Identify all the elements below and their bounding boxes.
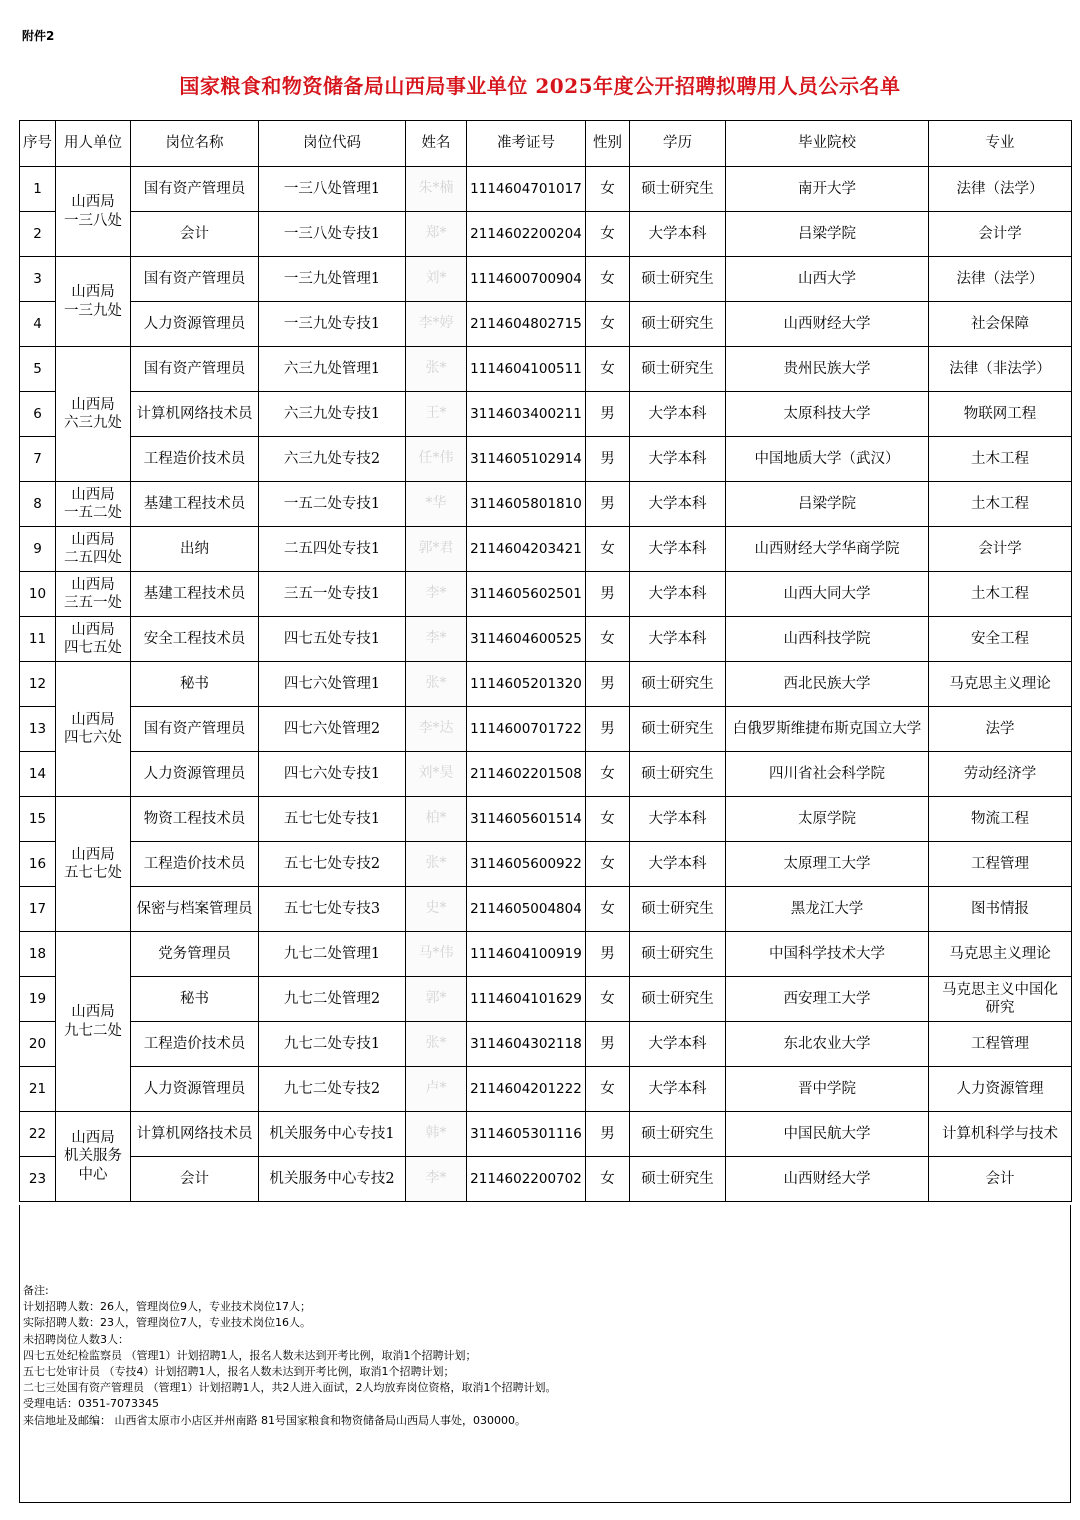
- gender: 女: [586, 527, 630, 572]
- post-name: 计算机网络技术员: [131, 392, 259, 437]
- table-row: [20, 212, 1072, 257]
- attachment-label: 附件2: [22, 29, 55, 43]
- major: 人力资源管理: [929, 1067, 1072, 1112]
- row-number: 4: [20, 302, 56, 347]
- exam-id: 3114605102914: [467, 437, 586, 482]
- gender: 男: [586, 437, 630, 482]
- exam-id: 3114604302118: [467, 1022, 586, 1067]
- note-line: 未招聘岗位人数3人：: [23, 1332, 129, 1346]
- exam-id: 3114605801810: [467, 482, 586, 527]
- major: 图书情报: [929, 887, 1072, 932]
- post-name: 秘书: [131, 662, 259, 707]
- major: 计算机科学与技术: [929, 1112, 1072, 1157]
- major: 社会保障: [929, 302, 1072, 347]
- table-row: [20, 617, 1072, 662]
- person-name: 李*达: [406, 707, 467, 752]
- gender: 女: [586, 1157, 630, 1202]
- major: 工程管理: [929, 1022, 1072, 1067]
- person-name: 李*婷: [406, 302, 467, 347]
- notes: [23, 1283, 557, 1429]
- row-number: 16: [20, 842, 56, 887]
- exam-id: 3114605602501: [467, 572, 586, 617]
- table-row: [20, 797, 1072, 842]
- post-name: 工程造价技术员: [131, 437, 259, 482]
- post-name: 国有资产管理员: [131, 347, 259, 392]
- education: 大学本科: [630, 392, 726, 437]
- person-name: 张*: [406, 662, 467, 707]
- header-no: 序号: [20, 121, 56, 167]
- row-number: 19: [20, 977, 56, 1022]
- header-gender: 性别: [586, 121, 630, 167]
- row-number: 13: [20, 707, 56, 752]
- gender: 男: [586, 932, 630, 977]
- exam-id: 1114604701017: [467, 167, 586, 212]
- person-name: 张*: [406, 1022, 467, 1067]
- gender: 女: [586, 617, 630, 662]
- table-row: [20, 1022, 1072, 1067]
- post-name: 人力资源管理员: [131, 1067, 259, 1112]
- major: 土木工程: [929, 572, 1072, 617]
- row-number: 22: [20, 1112, 56, 1157]
- row-number: 14: [20, 752, 56, 797]
- gender: 女: [586, 167, 630, 212]
- gender: 男: [586, 392, 630, 437]
- note-line: 四七五处纪检监察员 （管理1）计划招聘1人，报名人数未达到开考比例，取消1个招聘计划；: [23, 1348, 477, 1362]
- header-school: 毕业院校: [726, 121, 929, 167]
- post-code: 四七五处专技1: [259, 617, 406, 662]
- major: 马克思主义中国化 研究: [929, 977, 1072, 1022]
- exam-id: 1114604100919: [467, 932, 586, 977]
- exam-id: 2114602200204: [467, 212, 586, 257]
- school: 黑龙江大学: [726, 887, 929, 932]
- header-major: 专业: [929, 121, 1072, 167]
- exam-id: 1114604101629: [467, 977, 586, 1022]
- employer-unit: 山西局 机关服务 中心: [56, 1112, 131, 1202]
- education: 硕士研究生: [630, 167, 726, 212]
- table-row: [20, 1157, 1072, 1202]
- row-number: 23: [20, 1157, 56, 1202]
- school: 晋中学院: [726, 1067, 929, 1112]
- person-name: 刘*昊: [406, 752, 467, 797]
- header-code: 岗位代码: [259, 121, 406, 167]
- post-name: 国有资产管理员: [131, 707, 259, 752]
- post-name: 物资工程技术员: [131, 797, 259, 842]
- person-name: 李*: [406, 617, 467, 662]
- post-name: 党务管理员: [131, 932, 259, 977]
- education: 硕士研究生: [630, 887, 726, 932]
- gender: 男: [586, 1022, 630, 1067]
- employer-unit: 山西局 四七六处: [56, 662, 131, 797]
- major: 物联网工程: [929, 392, 1072, 437]
- school: 山西科技学院: [726, 617, 929, 662]
- post-name: 会计: [131, 212, 259, 257]
- exam-id: 3114604600525: [467, 617, 586, 662]
- major: 法学: [929, 707, 1072, 752]
- school: 西安理工大学: [726, 977, 929, 1022]
- post-name: 基建工程技术员: [131, 572, 259, 617]
- gender: 女: [586, 842, 630, 887]
- row-number: 21: [20, 1067, 56, 1112]
- row-number: 8: [20, 482, 56, 527]
- school: 太原理工大学: [726, 842, 929, 887]
- employer-unit: 山西局 三五一处: [56, 572, 131, 617]
- person-name: 马*伟: [406, 932, 467, 977]
- note-line: 备注:: [23, 1284, 49, 1297]
- table-row: [20, 752, 1072, 797]
- note-line: 五七七处审计员 （专技4）计划招聘1人，报名人数未达到开考比例，取消1个招聘计划；: [23, 1365, 455, 1379]
- post-code: 六三九处管理1: [259, 347, 406, 392]
- exam-id: 1114604100511: [467, 347, 586, 392]
- exam-id: 2114602200702: [467, 1157, 586, 1202]
- employer-unit: 山西局 五七七处: [56, 797, 131, 932]
- post-name: 计算机网络技术员: [131, 1112, 259, 1157]
- table-row: [20, 167, 1072, 212]
- row-number: 7: [20, 437, 56, 482]
- major: 会计: [929, 1157, 1072, 1202]
- gender: 男: [586, 707, 630, 752]
- post-code: 五七七处专技2: [259, 842, 406, 887]
- table-row: [20, 257, 1072, 302]
- table-row: [20, 347, 1072, 392]
- person-name: 卢*: [406, 1067, 467, 1112]
- school: 中国民航大学: [726, 1112, 929, 1157]
- table-row: [20, 977, 1072, 1022]
- row-number: 1: [20, 167, 56, 212]
- row-number: 11: [20, 617, 56, 662]
- page-title: 国家粮食和物资储备局山西局事业单位 2025年度公开招聘拟聘用人员公示名单: [179, 74, 901, 98]
- post-name: 秘书: [131, 977, 259, 1022]
- major: 马克思主义理论: [929, 662, 1072, 707]
- employer-unit: 山西局 四七五处: [56, 617, 131, 662]
- person-name: 张*: [406, 842, 467, 887]
- major: 劳动经济学: [929, 752, 1072, 797]
- row-number: 3: [20, 257, 56, 302]
- header-post: 岗位名称: [131, 121, 259, 167]
- school: 太原科技大学: [726, 392, 929, 437]
- post-code: 九七二处专技2: [259, 1067, 406, 1112]
- person-name: 李*: [406, 1157, 467, 1202]
- education: 大学本科: [630, 797, 726, 842]
- school: 中国地质大学（武汉）: [726, 437, 929, 482]
- exam-id: 1114605201320: [467, 662, 586, 707]
- education: 大学本科: [630, 1067, 726, 1112]
- header-unit: 用人单位: [56, 121, 131, 167]
- employer-unit: 山西局 一三八处: [56, 167, 131, 257]
- post-code: 四七六处专技1: [259, 752, 406, 797]
- row-number: 6: [20, 392, 56, 437]
- education: 大学本科: [630, 1022, 726, 1067]
- person-name: *华: [406, 482, 467, 527]
- school: 山西大同大学: [726, 572, 929, 617]
- table-row: [20, 392, 1072, 437]
- header-education: 学历: [630, 121, 726, 167]
- gender: 男: [586, 482, 630, 527]
- row-number: 17: [20, 887, 56, 932]
- employer-unit: 山西局 一五二处: [56, 482, 131, 527]
- gender: 女: [586, 887, 630, 932]
- note-line: 受理电话：0351-7073345: [23, 1397, 159, 1411]
- table-row: [20, 437, 1072, 482]
- post-name: 基建工程技术员: [131, 482, 259, 527]
- person-name: 柏*: [406, 797, 467, 842]
- row-number: 5: [20, 347, 56, 392]
- major: 会计学: [929, 527, 1072, 572]
- education: 大学本科: [630, 482, 726, 527]
- gender: 女: [586, 752, 630, 797]
- person-name: 郭*: [406, 977, 467, 1022]
- exam-id: 2114605004804: [467, 887, 586, 932]
- post-name: 人力资源管理员: [131, 752, 259, 797]
- employer-unit: 山西局 九七二处: [56, 932, 131, 1112]
- employer-unit: 山西局 六三九处: [56, 347, 131, 482]
- note-line: 实际招聘人数：23人，管理岗位7人，专业技术岗位16人。: [23, 1316, 311, 1330]
- school: 太原学院: [726, 797, 929, 842]
- education: 大学本科: [630, 437, 726, 482]
- post-code: 五七七处专技3: [259, 887, 406, 932]
- row-number: 20: [20, 1022, 56, 1067]
- row-number: 15: [20, 797, 56, 842]
- row-number: 2: [20, 212, 56, 257]
- school: 吕梁学院: [726, 212, 929, 257]
- education: 硕士研究生: [630, 752, 726, 797]
- gender: 女: [586, 1067, 630, 1112]
- post-code: 一三八处专技1: [259, 212, 406, 257]
- post-code: 一三九处专技1: [259, 302, 406, 347]
- school: 南开大学: [726, 167, 929, 212]
- gender: 男: [586, 572, 630, 617]
- post-name: 人力资源管理员: [131, 302, 259, 347]
- table-row: [20, 887, 1072, 932]
- post-code: 四七六处管理2: [259, 707, 406, 752]
- table-header-row: [20, 121, 1072, 167]
- education: 硕士研究生: [630, 707, 726, 752]
- person-name: 任*伟: [406, 437, 467, 482]
- row-number: 10: [20, 572, 56, 617]
- header-exam-id: 准考证号: [467, 121, 586, 167]
- table-row: [20, 1112, 1072, 1157]
- school: 四川省社会科学院: [726, 752, 929, 797]
- school: 山西财经大学华商学院: [726, 527, 929, 572]
- post-name: 保密与档案管理员: [131, 887, 259, 932]
- note-line: 来信地址及邮编： 山西省太原市小店区并州南路 81号国家粮食和物资储备局山西局人事处，030000。: [23, 1413, 526, 1427]
- person-name: 史*: [406, 887, 467, 932]
- major: 法律（法学）: [929, 257, 1072, 302]
- post-code: 六三九处专技1: [259, 392, 406, 437]
- table-row: [20, 482, 1072, 527]
- post-code: 一三八处管理1: [259, 167, 406, 212]
- header-name: 姓名: [406, 121, 467, 167]
- gender: 男: [586, 662, 630, 707]
- table-row: [20, 707, 1072, 752]
- school: 贵州民族大学: [726, 347, 929, 392]
- post-name: 会计: [131, 1157, 259, 1202]
- school: 吕梁学院: [726, 482, 929, 527]
- major: 法律（非法学）: [929, 347, 1072, 392]
- row-number: 12: [20, 662, 56, 707]
- post-code: 三五一处专技1: [259, 572, 406, 617]
- exam-id: 3114605601514: [467, 797, 586, 842]
- note-line: 计划招聘人数：26人，管理岗位9人，专业技术岗位17人；: [23, 1300, 311, 1314]
- notes-box: [19, 1205, 1071, 1503]
- exam-id: 3114603400211: [467, 392, 586, 437]
- person-name: 刘*: [406, 257, 467, 302]
- exam-id: 2114604203421: [467, 527, 586, 572]
- education: 硕士研究生: [630, 662, 726, 707]
- school: 山西大学: [726, 257, 929, 302]
- person-name: 韩*: [406, 1112, 467, 1157]
- table-row: [20, 662, 1072, 707]
- exam-id: 2114604201222: [467, 1067, 586, 1112]
- major: 安全工程: [929, 617, 1072, 662]
- major: 物流工程: [929, 797, 1072, 842]
- gender: 女: [586, 797, 630, 842]
- education: 大学本科: [630, 617, 726, 662]
- exam-id: 3114605600922: [467, 842, 586, 887]
- employer-unit: 山西局 二五四处: [56, 527, 131, 572]
- post-code: 四七六处管理1: [259, 662, 406, 707]
- post-name: 国有资产管理员: [131, 167, 259, 212]
- post-name: 工程造价技术员: [131, 842, 259, 887]
- table-row: [20, 1067, 1072, 1112]
- row-number: 9: [20, 527, 56, 572]
- major: 法律（法学）: [929, 167, 1072, 212]
- major: 工程管理: [929, 842, 1072, 887]
- table-row: [20, 302, 1072, 347]
- post-code: 机关服务中心专技1: [259, 1112, 406, 1157]
- post-name: 出纳: [131, 527, 259, 572]
- education: 大学本科: [630, 842, 726, 887]
- post-code: 九七二处管理2: [259, 977, 406, 1022]
- post-code: 九七二处专技1: [259, 1022, 406, 1067]
- post-name: 国有资产管理员: [131, 257, 259, 302]
- row-number: 18: [20, 932, 56, 977]
- education: 大学本科: [630, 212, 726, 257]
- table-row: [20, 932, 1072, 977]
- school: 东北农业大学: [726, 1022, 929, 1067]
- post-code: 五七七处专技1: [259, 797, 406, 842]
- post-code: 九七二处管理1: [259, 932, 406, 977]
- person-name: 郭*君: [406, 527, 467, 572]
- post-code: 二五四处专技1: [259, 527, 406, 572]
- table-row: [20, 527, 1072, 572]
- personnel-table: [19, 120, 1072, 1202]
- gender: 女: [586, 257, 630, 302]
- school: 山西财经大学: [726, 1157, 929, 1202]
- education: 硕士研究生: [630, 932, 726, 977]
- education: 硕士研究生: [630, 977, 726, 1022]
- exam-id: 1114600701722: [467, 707, 586, 752]
- person-name: 王*: [406, 392, 467, 437]
- person-name: 张*: [406, 347, 467, 392]
- person-name: 李*: [406, 572, 467, 617]
- gender: 女: [586, 212, 630, 257]
- table-body: [20, 167, 1072, 1202]
- major: 马克思主义理论: [929, 932, 1072, 977]
- table-row: [20, 842, 1072, 887]
- major: 土木工程: [929, 482, 1072, 527]
- note-line: 二七三处国有资产管理员 （管理1）计划招聘1人，共2人进入面试，2人均放弃岗位资格，取消1个招聘计划。: [23, 1381, 557, 1395]
- exam-id: 3114605301116: [467, 1112, 586, 1157]
- gender: 女: [586, 302, 630, 347]
- school: 山西财经大学: [726, 302, 929, 347]
- exam-id: 2114602201508: [467, 752, 586, 797]
- gender: 女: [586, 977, 630, 1022]
- post-name: 工程造价技术员: [131, 1022, 259, 1067]
- major: 土木工程: [929, 437, 1072, 482]
- table-row: [20, 572, 1072, 617]
- major: 会计学: [929, 212, 1072, 257]
- exam-id: 2114604802715: [467, 302, 586, 347]
- education: 硕士研究生: [630, 347, 726, 392]
- employer-unit: 山西局 一三九处: [56, 257, 131, 347]
- gender: 女: [586, 347, 630, 392]
- post-code: 机关服务中心专技2: [259, 1157, 406, 1202]
- post-code: 六三九处专技2: [259, 437, 406, 482]
- education: 硕士研究生: [630, 257, 726, 302]
- gender: 男: [586, 1112, 630, 1157]
- post-code: 一五二处专技1: [259, 482, 406, 527]
- person-name: 朱*楠: [406, 167, 467, 212]
- person-name: 郑*: [406, 212, 467, 257]
- school: 西北民族大学: [726, 662, 929, 707]
- exam-id: 1114600700904: [467, 257, 586, 302]
- school: 白俄罗斯维捷布斯克国立大学: [726, 707, 929, 752]
- school: 中国科学技术大学: [726, 932, 929, 977]
- education: 硕士研究生: [630, 1157, 726, 1202]
- education: 大学本科: [630, 572, 726, 617]
- education: 硕士研究生: [630, 1112, 726, 1157]
- education: 大学本科: [630, 527, 726, 572]
- post-code: 一三九处管理1: [259, 257, 406, 302]
- post-name: 安全工程技术员: [131, 617, 259, 662]
- education: 硕士研究生: [630, 302, 726, 347]
